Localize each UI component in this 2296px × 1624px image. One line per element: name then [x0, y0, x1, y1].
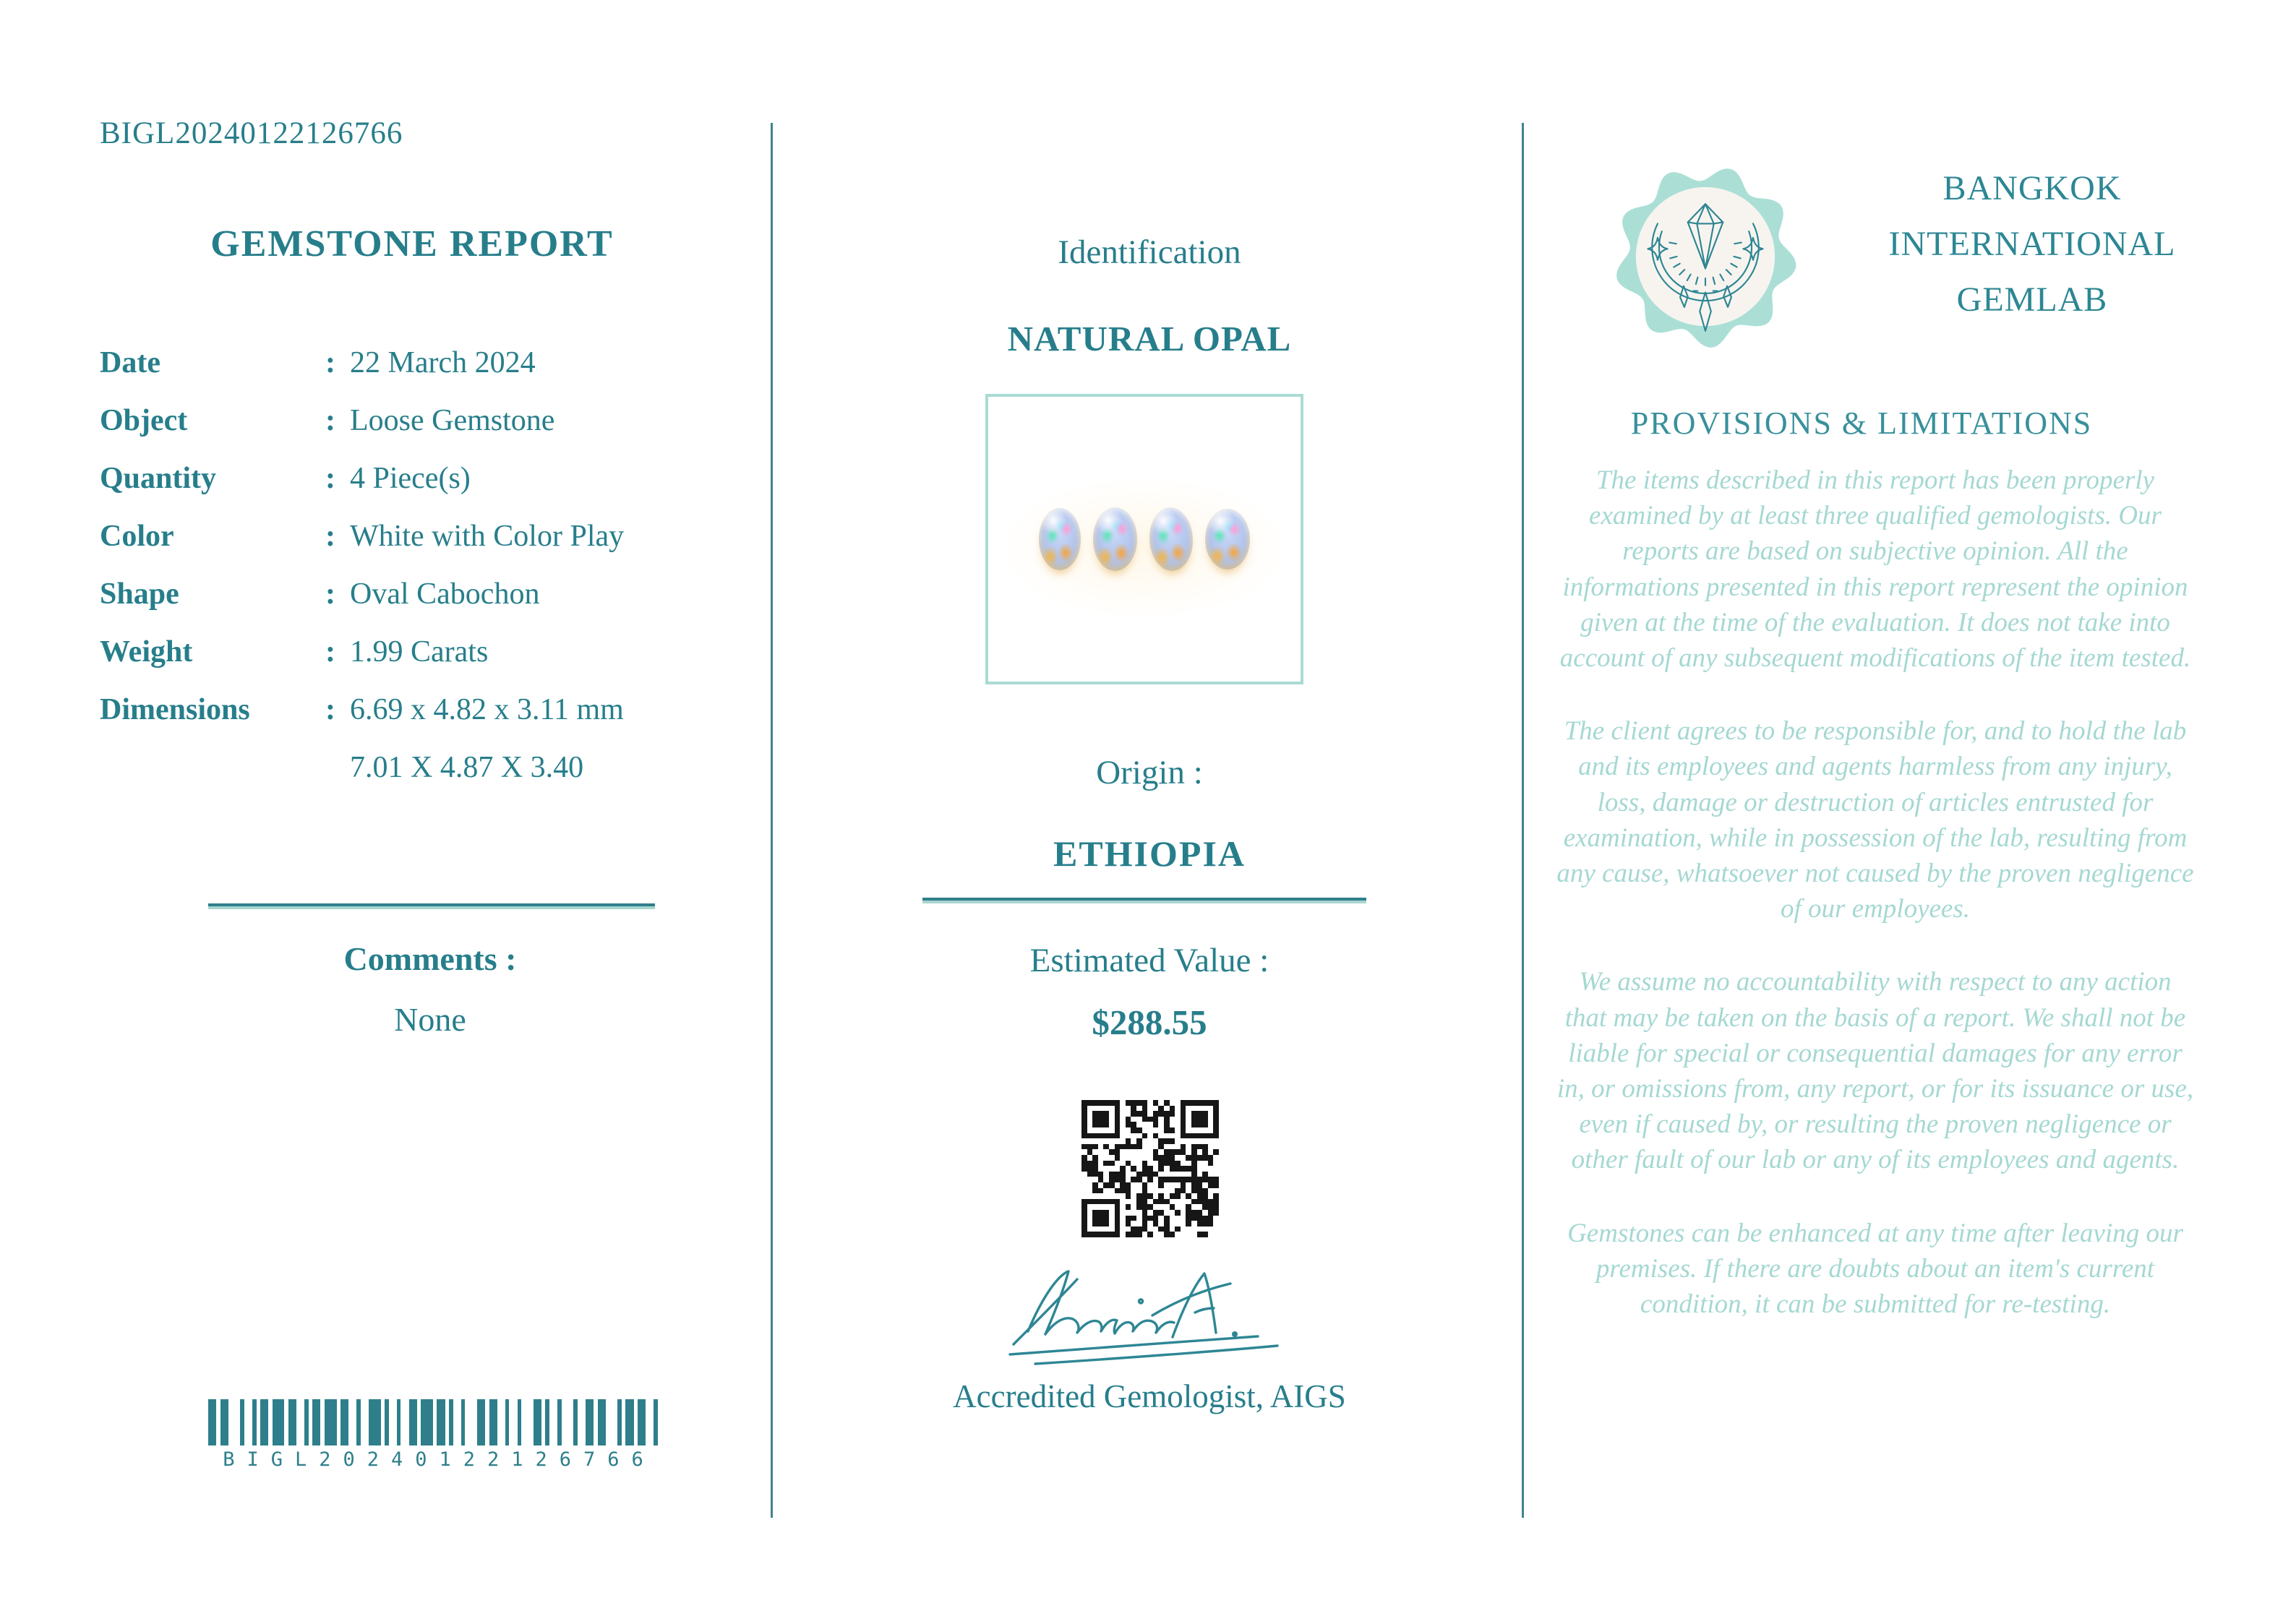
provisions-paragraph: The client agrees to be responsible for, and to hold the lab and its employees and agents harmless from any injury, loss, damage or destruction of articles entrusted for examination, while in possession of the lab, resulting from any cause, whatsoever not caused by the proven negligence of our employees.: [1556, 716, 2194, 924]
gem-type: NATURAL OPAL: [1007, 319, 1292, 358]
comments-value: None: [394, 1001, 466, 1038]
provisions-paragraph: Gemstones can be enhanced at any time after leaving our premises. If there are doubts about an item's current condition, it can be submitted for re-testing.: [1567, 1218, 2183, 1320]
lab-name-line: GEMLAB: [1956, 280, 2108, 319]
field-label: Color: [100, 520, 174, 553]
field-label: Shape: [100, 577, 179, 611]
field-row: [100, 739, 759, 796]
field-row: [100, 392, 759, 450]
report-title: GEMSTONE REPORT: [210, 223, 614, 265]
provisions-paragraph: We assume no accountability with respect to any action that may be taken on the basis of a report. We shall not be liable for special or consequential damages for any error in, or omissions from, any report, or for its issuance or use, even if caused by, or resulting the proven negligence or other fault of our lab or any of its employees and agents.: [1556, 967, 2194, 1175]
qr-code: [1081, 1100, 1219, 1237]
origin-label: Origin :: [1096, 754, 1203, 791]
field-value: White with Color Play: [350, 520, 625, 553]
lab-name-line: INTERNATIONAL: [1888, 225, 2176, 263]
lab-logo: [1611, 162, 1800, 351]
field-row: [100, 450, 759, 507]
barcode-text: BIGL20240122126766: [223, 1448, 656, 1471]
field-row: [100, 507, 759, 565]
field-label: Date: [100, 346, 160, 379]
estimated-value-amount: $288.55: [1092, 1002, 1207, 1042]
field-value: 7.01 X 4.87 X 3.40: [350, 751, 584, 784]
gemologist-credential: Accredited Gemologist, AIGS: [953, 1378, 1346, 1414]
column-divider-right: [1522, 123, 1524, 1518]
comments-rule: [208, 903, 655, 906]
opal-image: [1093, 507, 1137, 571]
estimated-value-rule: [922, 898, 1366, 901]
field-label: Object: [100, 404, 188, 437]
provisions-heading: PROVISIONS & LIMITATIONS: [1630, 405, 2093, 441]
field-row: [100, 565, 759, 623]
identification-heading: Identification: [1058, 233, 1241, 271]
opal-image: [1039, 508, 1081, 570]
field-value: 6.69 x 4.82 x 3.11 mm: [350, 693, 624, 726]
field-colon: :: [325, 577, 335, 611]
field-value: 1.99 Carats: [350, 635, 489, 669]
opal-image: [1205, 509, 1250, 570]
origin-value: ETHIOPIA: [1053, 833, 1246, 874]
lab-name-line: BANGKOK: [1942, 169, 2122, 207]
report-fields: [100, 334, 759, 796]
field-label: Quantity: [100, 462, 217, 495]
field-value: Oval Cabochon: [350, 577, 540, 611]
column-divider-left: [771, 123, 773, 1518]
field-colon: :: [325, 346, 335, 379]
lab-name: [1848, 160, 2216, 327]
gemologist-signature: [992, 1259, 1310, 1382]
field-row: [100, 623, 759, 681]
report-number: BIGL20240122126766: [100, 116, 403, 150]
provisions-paragraphs: [1556, 463, 2195, 1359]
provisions-paragraph: The items described in this report has been properly examined by at least three qualified gemologists. Our reports are based on subjective opinion. All the informations presented in this report represent the opinion given at the time of the evaluation. It does not take into account of any subsequent modifications of the item tested.: [1559, 465, 2191, 674]
field-colon: :: [325, 520, 335, 553]
field-label: Dimensions: [100, 693, 250, 726]
field-colon: :: [325, 462, 335, 495]
opal-image: [1148, 506, 1195, 572]
field-value: 4 Piece(s): [350, 462, 471, 495]
field-row: [100, 334, 759, 392]
field-colon: :: [325, 635, 335, 669]
field-colon: :: [325, 693, 335, 726]
barcode: [208, 1399, 658, 1445]
gem-photo-frame: [985, 394, 1303, 684]
field-colon: :: [325, 404, 335, 437]
estimated-value-label: Estimated Value :: [1029, 942, 1269, 979]
field-label: Weight: [100, 635, 193, 669]
comments-heading: Comments :: [343, 940, 517, 977]
field-row: [100, 681, 759, 739]
field-value: Loose Gemstone: [350, 404, 555, 437]
field-value: 22 March 2024: [350, 346, 536, 379]
